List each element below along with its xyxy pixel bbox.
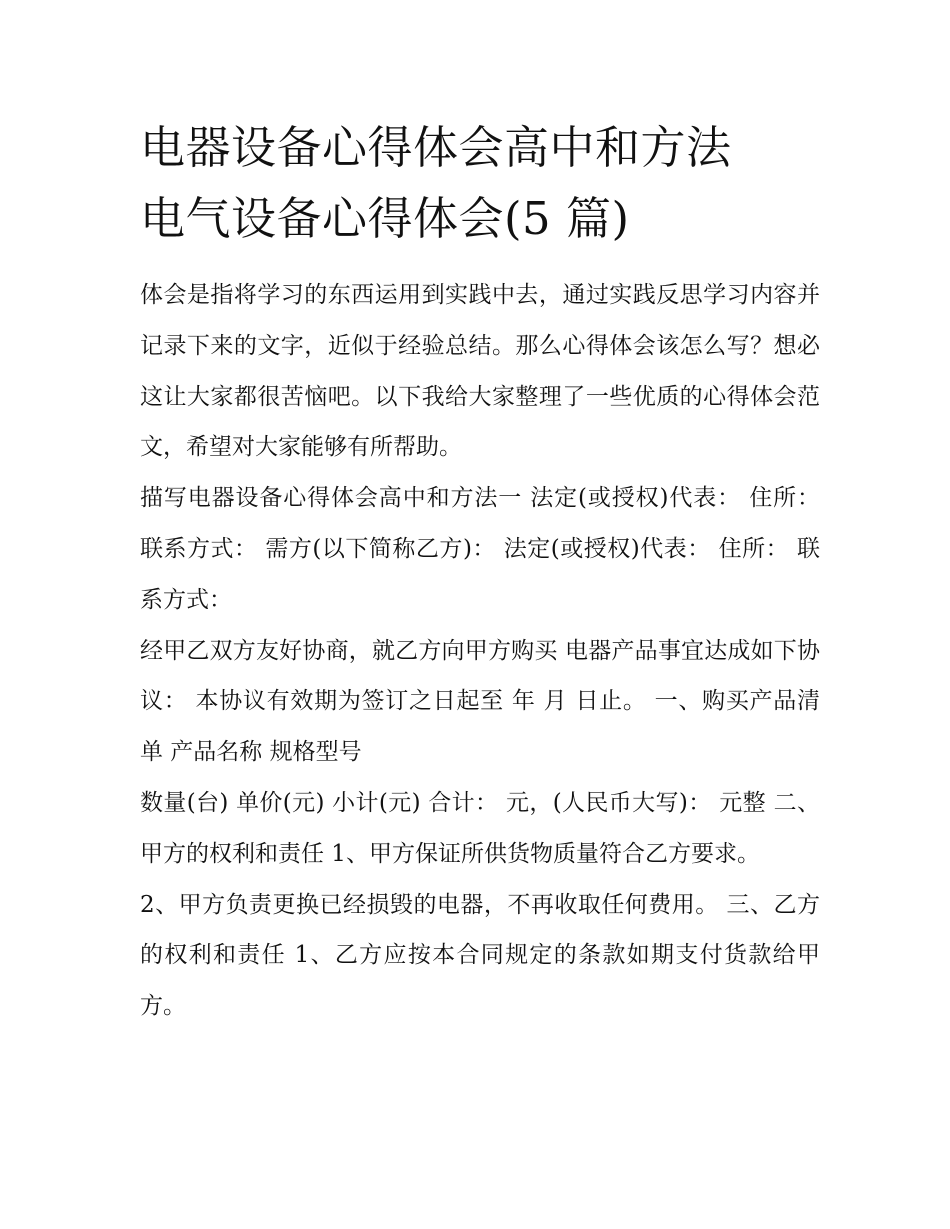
- document-title: [140, 112, 820, 254]
- paragraph-agreement: 经甲乙双方友好协商，就乙方向甲方购买 电器产品事宜达成如下协议： 本协议有效期为签订之日起至 年 月 日止。 一、购买产品清单 产品名称 规格型号: [140, 637, 820, 766]
- paragraph-party-b: 2、甲方负责更换已经损毁的电器，不再收取任何费用。 三、乙方的权利和责任 1、乙方应按本合同规定的条款如期支付货款给甲方。: [140, 891, 820, 1020]
- title-line-1: 电器设备心得体会高中和方法: [140, 121, 732, 174]
- paragraph-parties: 描写电器设备心得体会高中和方法一 法定(或授权)代表： 住所： 联系方式： 需方(以下简称乙方)： 法定(或授权)代表： 住所： 联系方式：: [140, 485, 820, 613]
- document-content: [140, 112, 820, 1032]
- title-line-2: 电气设备心得体会(5 篇): [140, 192, 630, 245]
- paragraph-quantity-and-party-a: 数量(台) 单价(元) 小计(元) 合计： 元，(人民币大写)： 元整 二、甲方的权利和责任 1、甲方保证所供货物质量符合乙方要求。: [140, 789, 820, 867]
- document-body: [140, 270, 820, 1032]
- paragraph-intro: 体会是指将学习的东西运用到实践中去，通过实践反思学习内容并记录下来的文字，近似于经验总结。那么心得体会该怎么写？想必这让大家都很苦恼吧。以下我给大家整理了一些优质的心得体会范文，希望对大家能够有所帮助。: [140, 282, 820, 461]
